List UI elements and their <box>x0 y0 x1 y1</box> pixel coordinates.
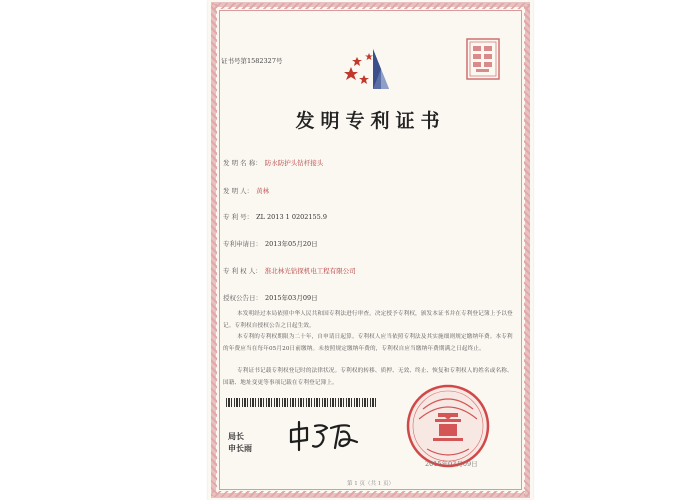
right-hatch-border <box>524 4 530 496</box>
field-invention-name <box>223 158 323 167</box>
body-paragraph: 本专利的专利权期限为二十年，自申请日起算。专利权人应当依照专利法及其实施细则规定缴纳年费。本专利的年费应当在每年05月20日前缴纳。未按照规定缴纳年费的，专利权自应当缴纳年费期满之日起终止。 <box>223 334 513 352</box>
field-patent-number <box>223 212 327 221</box>
top-hatch-border <box>212 3 529 9</box>
field-label: 专 利 权 人： <box>223 267 262 275</box>
field-label: 发 明 人： <box>223 187 254 195</box>
field-value: ZL 2013 1 0202155.9 <box>256 213 327 221</box>
certificate-page <box>208 0 533 500</box>
barcode <box>226 398 376 407</box>
field-label: 授权公告日： <box>223 294 262 302</box>
field-value: 2015年03月09日 <box>265 294 318 302</box>
director-block <box>228 430 252 454</box>
field-patentee <box>223 266 356 275</box>
field-label: 发 明 名 称： <box>223 159 262 167</box>
director-title: 局长 <box>228 431 244 441</box>
field-application-date <box>223 239 318 248</box>
document-title: 发明专利证书 <box>295 110 446 132</box>
seal-date: 2015年03月09日 <box>425 460 478 468</box>
certificate-number: 证书号第1582327号 <box>221 57 283 65</box>
field-value: 黄林 <box>256 187 270 195</box>
body-paragraph: 专利证书记载专利权登记时的法律状况。专利权的转移、质押、无效、终止、恢复和专利权人的姓名或名称、国籍、地址变更等事项记载在专利登记簿上。 <box>223 368 513 386</box>
seal-icon <box>465 37 501 81</box>
field-label: 专 利 号： <box>223 213 254 221</box>
field-label: 专利申请日： <box>223 240 262 248</box>
field-grant-date <box>223 293 318 302</box>
field-inventor <box>223 186 269 195</box>
body-paragraph: 本发明经过本局依照中华人民共和国专利法进行审查，决定授予专利权，颁发本证书并在专利登记簿上予以登记。专利权自授权公告之日起生效。 <box>223 311 513 329</box>
bottom-hatch-border <box>212 491 529 497</box>
official-seal-icon <box>405 383 491 469</box>
director-name: 申长雨 <box>228 443 252 453</box>
page-number: 第 1 页（共 1 页） <box>347 481 394 487</box>
field-value: 淮北林光钻探机电工程有限公司 <box>264 267 356 275</box>
field-value: 防水防护头钻杆接头 <box>264 159 324 167</box>
patent-office-emblem-icon <box>343 45 399 93</box>
left-hatch-border <box>211 4 217 496</box>
field-value: 2013年05月20日 <box>265 240 318 248</box>
signature-icon <box>287 418 367 452</box>
